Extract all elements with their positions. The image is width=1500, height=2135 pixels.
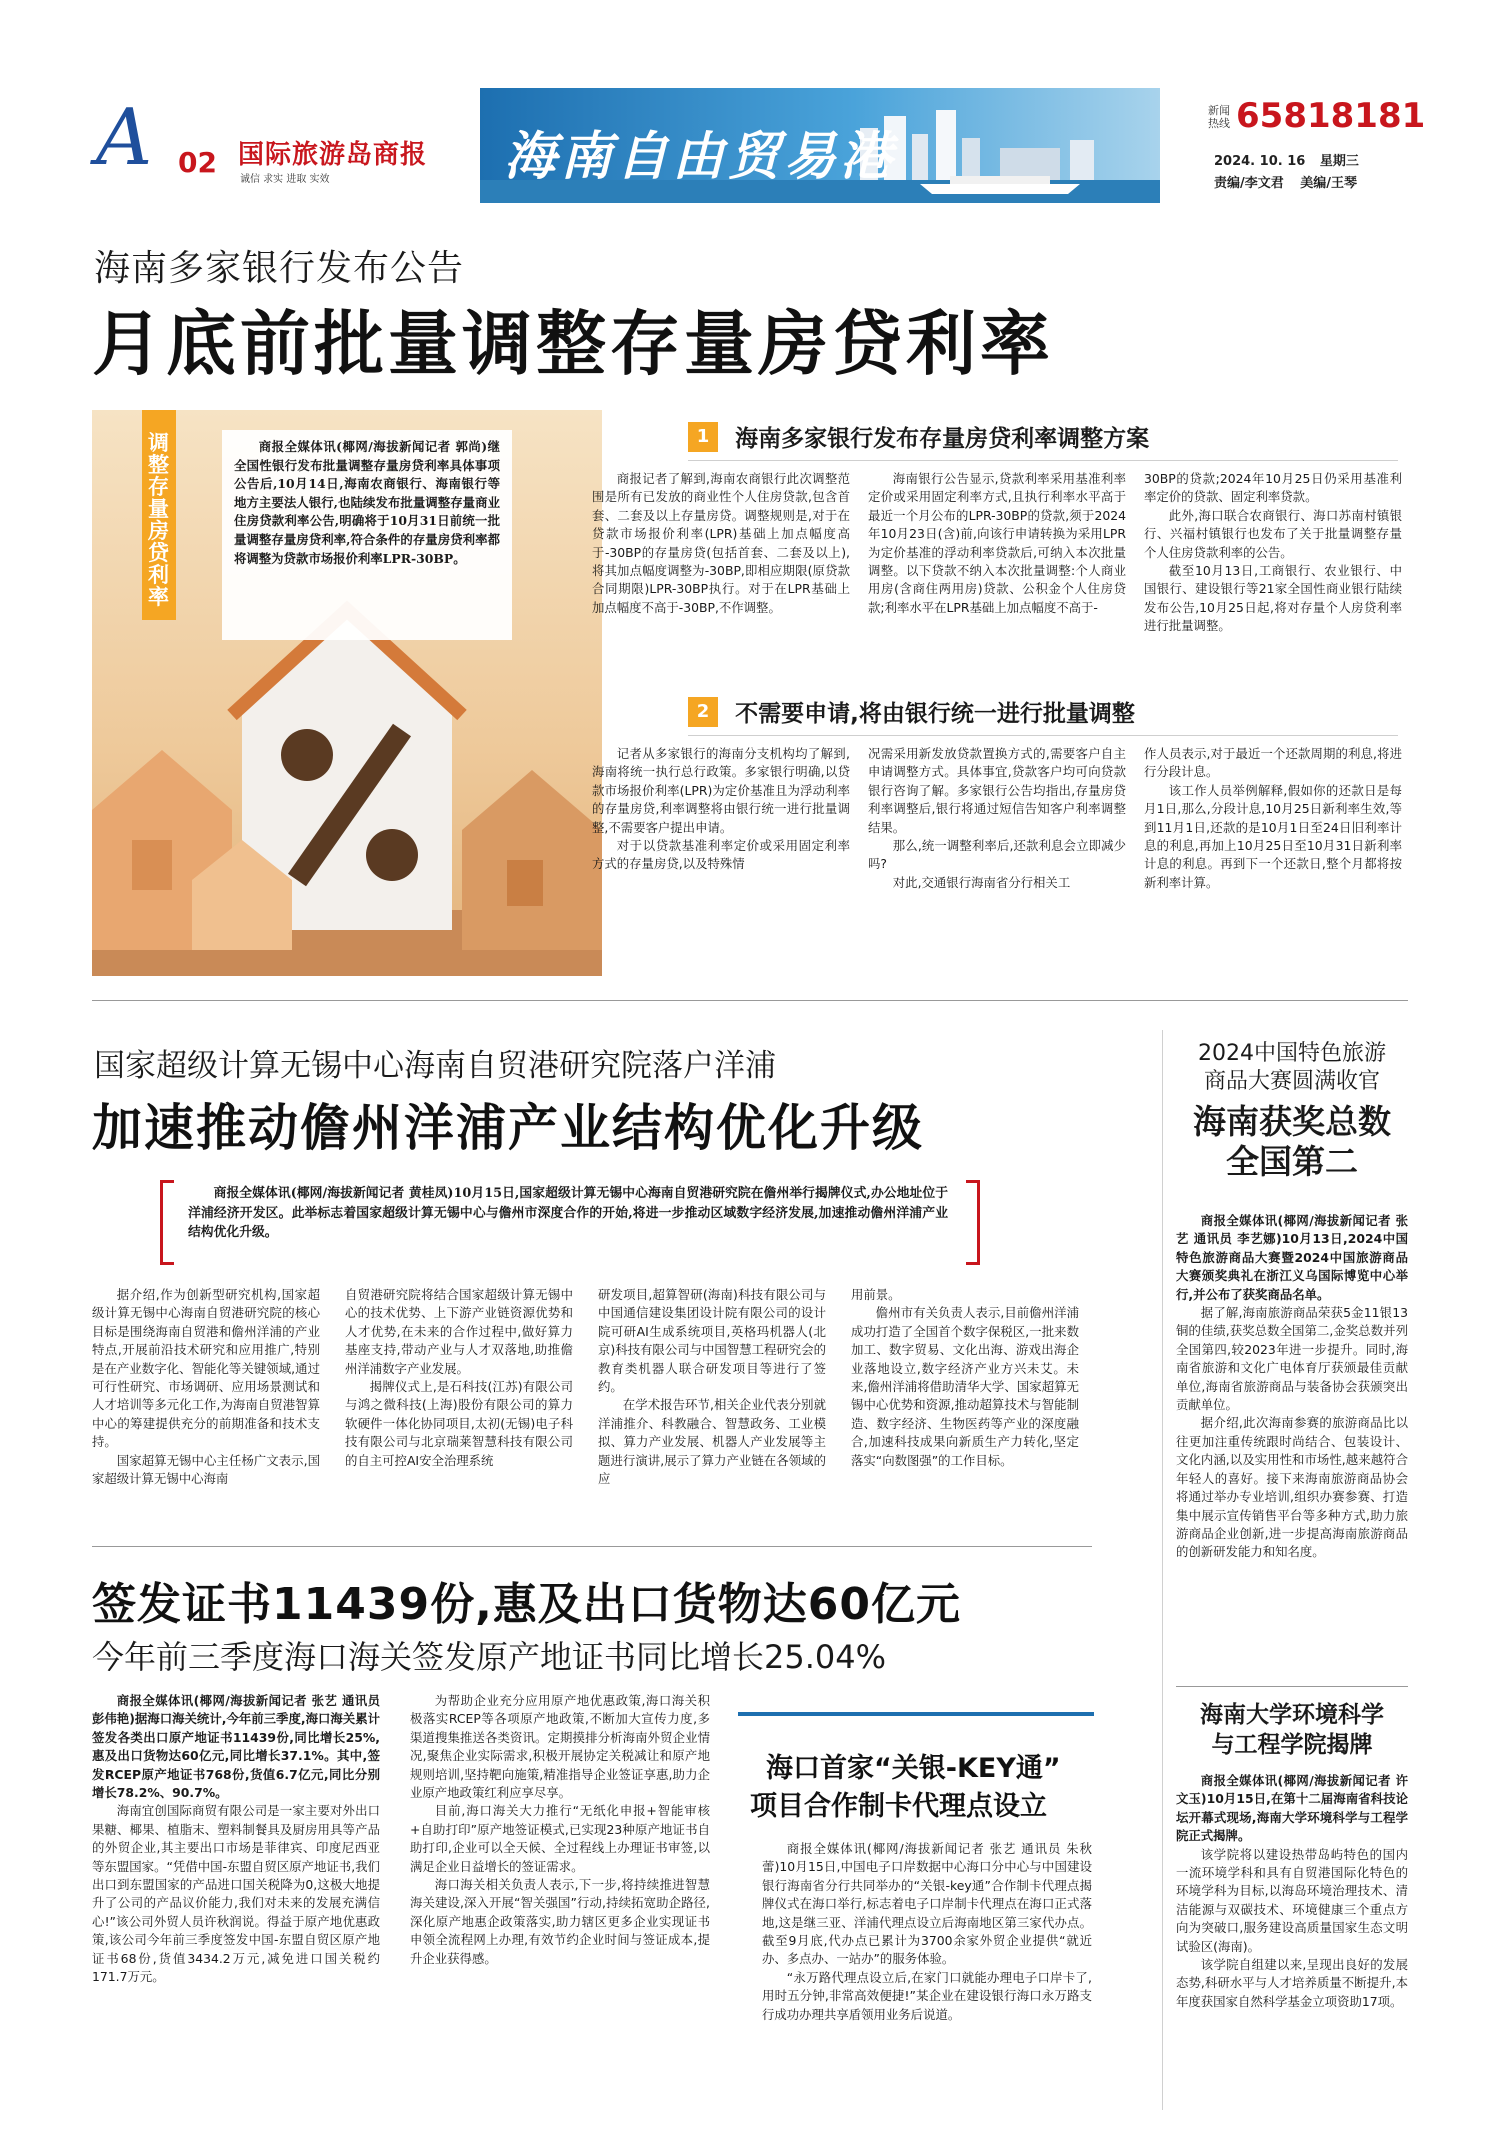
banner <box>480 88 1160 203</box>
sidebar-divider <box>1162 1030 1163 2110</box>
paper-tagline: 诚信 求实 进取 实效 <box>240 174 330 185</box>
sidebar1-headline-line1: 海南获奖总数 <box>1193 1102 1391 1141</box>
article2-kicker: 国家超级计算无锡中心海南自贸港研究院落户洋浦 <box>94 1048 776 1084</box>
article1-bottom-rule <box>92 1000 1408 1001</box>
sidebar1-kicker-line2: 商品大赛圆满收官 <box>1203 1069 1380 1094</box>
hotline-label-line1: 新闻 <box>1208 104 1230 117</box>
article3-col2: 为帮助企业充分应用原产地优惠政策,海口海关积极落实RCEP等各项原产地政策,不断加大宣传力度,多渠道搜集推送各类资讯。定期摸排分析海南外贸企业情况,聚焦企业实际需求,积极开展协定关税减让和原产地规则培训,坚持靶向施策,精准指导企业签证享惠,助力企业原产地政策红利应享尽享。 目前,海口海关大力推行“无纸化申报+智能审核+自助打印”原产地签证模式,已实现23种原产地证书自助打印,企业可以全天候、全过程线上办理证书审签,以满足企业日益增长的签证需求。 海口海关相关负责人表示,下一步,将持续推进智慧海关建设,深入开展“智关强国”行动,持续拓宽助企路径,深化原产地惠企政策落实,助力辖区更多企业实现证书申领全流程网上办理,有效节约企业时间与签证成本,提升企业获得感。 <box>410 1693 710 1966</box>
hotline-label <box>1208 104 1232 130</box>
article1-section1-header <box>688 420 1149 453</box>
article1-headline: 月底前批量调整存量房贷利率 <box>92 303 1054 385</box>
article1-kicker: 海南多家银行发布公告 <box>94 248 465 289</box>
article2-col1: 据介绍,作为创新型研究机构,国家超级计算无锡中心海南自贸港研究院的核心目标是围绕海南自贸港和儋州洋浦的产业特点,开展前沿技术研究和应用推广,特别是在产业数字化、智能化等关键领域,通过可行性研究、市场调研、应用场景测试和人才培训等多元化工作,为海南自贸港智算中心的筹建提供充分的前期准备和技术支持。 国家超算无锡中心主任杨广文表示,国家超级计算无锡中心海南 <box>92 1287 320 1487</box>
weekday: 星期三 <box>1319 154 1359 169</box>
sidebar1-headline-line2: 全国第二 <box>1226 1142 1358 1181</box>
hotline-label-line2: 热线 <box>1208 117 1230 130</box>
article2-col2: 自贸港研究院将结合国家超级计算无锡中心的技术优势、上下游产业链资源优势和人才优势,在未来的合作过程中,做好算力基座支持,带动产业与人才双落地,助推儋州洋浦数字产业发展。 揭牌仪式上,是石科技(江苏)有限公司与鸿之微科技(上海)股份有限公司的算力软硬件一体化协同项目,太初(无锡)电子科技有限公司与北京瑞莱智慧科技有限公司的自主可控AI安全治理系统 <box>345 1287 573 1468</box>
sidebar2-headline-line2: 与工程学院揭牌 <box>1211 1732 1373 1758</box>
section2-col3: 作人员表示,对于最近一个还款周期的利息,将进行分段计息。 该工作人员举例解释,假如你的还款日是每月1日,那么,分段计息,10月25日新利率生效,等到11月1日,还款的是10月1日至24日旧利率计息的利息,再加上10月25日至10月31日新利率计息的利息。再到下一个还款日,整个月都将按新利率计算。 <box>1144 746 1402 890</box>
sidebar1 <box>1176 1040 1408 1690</box>
section1-col3: 30BP的贷款;2024年10月25日仍采用基准利率定价的贷款、固定利率贷款。 此外,海口联合农商银行、海口苏南村镇银行、兴福村镇银行也发布了关于批量调整存量个人住房贷款利率的公告。 截至10月13日,工商银行、农业银行、中国银行、建设银行等21家全国性商业银行陆续发布公告,10月25日起,将对存量个人房贷利率进行批量调整。 <box>1144 471 1402 634</box>
section2-rule <box>688 735 1398 736</box>
sidebar2-headline-line1: 海南大学环境科学 <box>1200 1702 1384 1728</box>
section2-col2: 况需采用新发放贷款置换方式的,需要客户自主申请调整方式。具体事宜,贷款客户均可向贷款银行咨询了解。多家银行公告均指出,存量房贷利率调整后,银行将通过短信告知客户利率调整结果。 那么,统一调整利率后,还款利息会立即减少吗? 对此,交通银行海南省分行相关工 <box>868 746 1126 890</box>
designer: 美编/王琴 <box>1300 176 1358 191</box>
article1-section2-header <box>688 695 1135 728</box>
article4-body: 商报全媒体讯(椰网/海拔新闻记者 张艺 通讯员 朱秋蕾)10月15日,中国电子口岸数据中心海口分中心与中国建设银行海南省分行共同举办的“关银-key通”合作制卡代理点揭牌仪式在海口举行,标志着电子口岸制卡代理点在海口正式落地,这是继三亚、洋浦代理点设立后海南地区第三家代办点。截至9月底,代办点已累计为3700余家外贸企业提供“就近办、多点办、一站办”的服务体验。 “永万路代理点设立后,在家门口就能办理电子口岸卡了,用时五分钟,非常高效便捷!”某企业在建设银行海口永万路支行成功办理共享盾领用业务后说道。 <box>762 1841 1092 2022</box>
article2-lead-box <box>160 1180 980 1265</box>
article2-col4: 用前景。 儋州市有关负责人表示,目前儋州洋浦成功打造了全国首个数字保税区,一批来数加工、数字贸易、文化出海、游戏出海企业落地设立,数字经济产业方兴未艾。未来,儋州洋浦将借助清华大学、国家超算无锡中心优势和资源,推动超算技术与智能制造、数字经济、生物医药等产业的深度融合,加速科技成果向新质生产力转化,坚定落实“向数图强”的工作目标。 <box>851 1287 1079 1468</box>
section1-col2: 海南银行公告显示,贷款利率采用基准利率定价或采用固定利率方式,且执行利率水平高于最近一个月公布的LPR-30BP的贷款,须于2024年10月23日(含)前,向该行申请转换为采用LPR为定价基准的浮动利率贷款后,可纳入本次批量调整。以下贷款不纳入本次批量调整:个人商业用房(含商住两用房)贷款、公积金个人住房贷款;利率水平在LPR基础上加点幅度不高于- <box>868 471 1126 615</box>
sidebar1-kicker-line1: 2024中国特色旅游 <box>1198 1041 1386 1066</box>
section1-col1: 商报记者了解到,海南农商银行此次调整范围是所有已发放的商业性个人住房贷款,包含首套、二套及以上存量房贷。调整规则是,对于在贷款市场报价利率(LPR)基础上加点幅度高于-30BP的存量房贷(包括首套、二套及以上),将其加点幅度调整为-30BP,即相应期限(原贷款合同期限)LPR-30BP执行。对于在LPR基础上加点幅度不高于-30BP,不作调整。 <box>592 471 850 615</box>
sidebar2 <box>1176 1700 1408 2110</box>
sidebar1-body: 商报全媒体讯(椰网/海拔新闻记者 张艺 通讯员 李艺娜)10月13日,2024中国特色旅游商品大赛暨2024中国旅游商品大赛颁奖典礼在浙江义乌国际博览中心举行,并公布了获奖商品名单。 据了解,海南旅游商品荣获5金11银13铜的佳绩,获奖总数全国第二,金奖总数并列全国第四,较2023年进一步提升。同时,海南省旅游和文化广电体育厅获颁最佳贡献单位,海南省旅游商品与装备协会获颁突出贡献单位。 据介绍,此次海南参赛的旅游商品比以往更加注重传统跟时尚结合、包装设计、文化内涵,以及实用性和市场性,越来越符合年轻人的喜好。接下来海南旅游商品协会将通过举办专业培训,组织办赛参赛、打造集中展示宣传销售平台等多种方式,助力旅游商品企业创新,进一步提高海南旅游商品的创新研发能力和知名度。 <box>1176 1213 1408 1560</box>
article2-lead: 商报全媒体讯(椰网/海拔新闻记者 黄桂凤)10月15日,国家超级计算无锡中心海南自贸港研究院在儋州举行揭牌仪式,办公地址位于洋浦经济开发区。此举标志着国家超级计算无锡中心与儋州市深度合作的开始,将进一步推动区域数字经济发展,加速推动儋州洋浦产业结构优化升级。 <box>188 1186 948 1240</box>
section2-title: 不需要申请,将由银行统一进行批量调整 <box>735 701 1135 727</box>
article3-col1: 商报全媒体讯(椰网/海拔新闻记者 张艺 通讯员 彭伟艳)据海口海关统计,今年前三季度,海口海关累计签发各类出口原产地证书11439份,同比增长25%,惠及出口货物达60亿元,同比增长37.1%。其中,签发RCEP原产地证书768份,货值6.7亿元,同比分别增长78.2%、90.7%。 海南宜创国际商贸有限公司是一家主要对外出口果糖、椰果、植脂末、塑料制餐具及厨房用具等产品的外贸企业,其主要出口市场是菲律宾、印度尼西亚等东盟国家。“凭借中国-东盟自贸区原产地证书,我们出口到东盟国家的产品进口国关税降为0,这极大地提升了公司的产品议价能力,我们对未来的发展充满信心!”该公司外贸人员许秋润说。得益于原产地优惠政策,该公司今年前三季度签发中国-东盟自贸区原产地证书68份,货值3434.2万元,减免进口国关税约171.7万元。 <box>92 1693 380 1985</box>
lead-bracket-left <box>160 1180 174 1265</box>
sidebar2-body: 商报全媒体讯(椰网/海拔新闻记者 许文玉)10月15日,在第十二届海南省科技论坛开幕式现场,海南大学环境科学与工程学院正式揭牌。 该学院将以建设热带岛屿特色的国内一流环境学科和具有自贸港国际化特色的环境学科为目标,以海岛环境治理技术、清洁能源与双碳技术、环境健康三个重点方向为突破口,服务建设高质量国家生态文明试验区(海南)。 该学院自组建以来,呈现出良好的发展态势,科研水平与人才培养质量不断提升,本年度获国家自然科学基金立项资助17项。 <box>1176 1773 1408 2009</box>
article4-headline-line2: 项目合作制卡代理点设立 <box>750 1791 1047 1822</box>
article2-col3: 研发项目,超算智研(海南)科技有限公司与中国通信建设集团设计院有限公司的设计院可研AI生成系统项目,英格玛机器人(北京)科技有限公司与中国智慧工程研究会的教育类机器人联合研发项目等进行了签约。 在学术报告环节,相关企业代表分别就洋浦推介、科教融合、智慧政务、工业模拟、算力产业发展、机器人产业发展等主题进行演讲,展示了算力产业链在各领域的应 <box>598 1287 826 1487</box>
article2-headline: 加速推动儋州洋浦产业结构优化升级 <box>92 1099 924 1157</box>
date: 2024. 10. 16 <box>1214 154 1306 169</box>
article4-headline-line1: 海口首家“关银-KEY通” <box>766 1753 1061 1784</box>
paper-name: 国际旅游岛商报 <box>238 140 428 170</box>
masthead <box>0 60 1500 210</box>
hotline-number: 65818181 <box>1236 96 1426 136</box>
article1-side-tag: 调整存量房贷利率 <box>148 430 169 609</box>
section2-col1: 记者从多家银行的海南分支机构均了解到,海南将统一执行总行政策。多家银行明确,以贷款市场报价利率(LPR)为定价基准且为浮动利率的存量房贷,利率调整将由银行统一进行批量调整,不需要客户提出申请。 对于以贷款基准利率定价或采用固定利率方式的存量房贷,以及特殊情 <box>592 746 850 872</box>
section1-title: 海南多家银行发布存量房贷利率调整方案 <box>735 426 1150 452</box>
section1-number: 1 <box>688 422 718 452</box>
article4-box <box>738 1712 1094 2100</box>
banner-title: 海南自由贸易港 <box>504 126 897 187</box>
article2-bottom-rule <box>92 1546 1092 1547</box>
article3-headline: 签发证书11439份,惠及出口货物达60亿元 <box>92 1579 962 1630</box>
article1-lead-box <box>222 430 512 640</box>
section2-number: 2 <box>688 697 718 727</box>
page-letter: A <box>96 93 153 183</box>
section1-rule <box>688 460 1398 461</box>
page-number: 02 <box>178 146 217 179</box>
sidebar-mid-rule <box>1176 1686 1408 1687</box>
article1-lead: 商报全媒体讯(椰网/海拔新闻记者 郭尚)继全国性银行发布批量调整存量房贷利率具体事项公告后,10月14日,海南农商银行、海南银行等地方主要法人银行,也陆续发布批量调整存量商业住房贷款利率公告,明确将于10月31日前统一批量调整存量房贷利率,符合条件的存量房贷利率都将调整为贷款市场报价利率LPR-30BP。 <box>234 439 500 566</box>
issue-date <box>1214 150 1359 169</box>
editor: 责编/李文君 <box>1214 176 1284 191</box>
lead-bracket-right <box>966 1180 980 1265</box>
article3-subhead: 今年前三季度海口海关签发原产地证书同比增长25.04% <box>92 1638 887 1676</box>
editor-credits <box>1214 172 1357 191</box>
